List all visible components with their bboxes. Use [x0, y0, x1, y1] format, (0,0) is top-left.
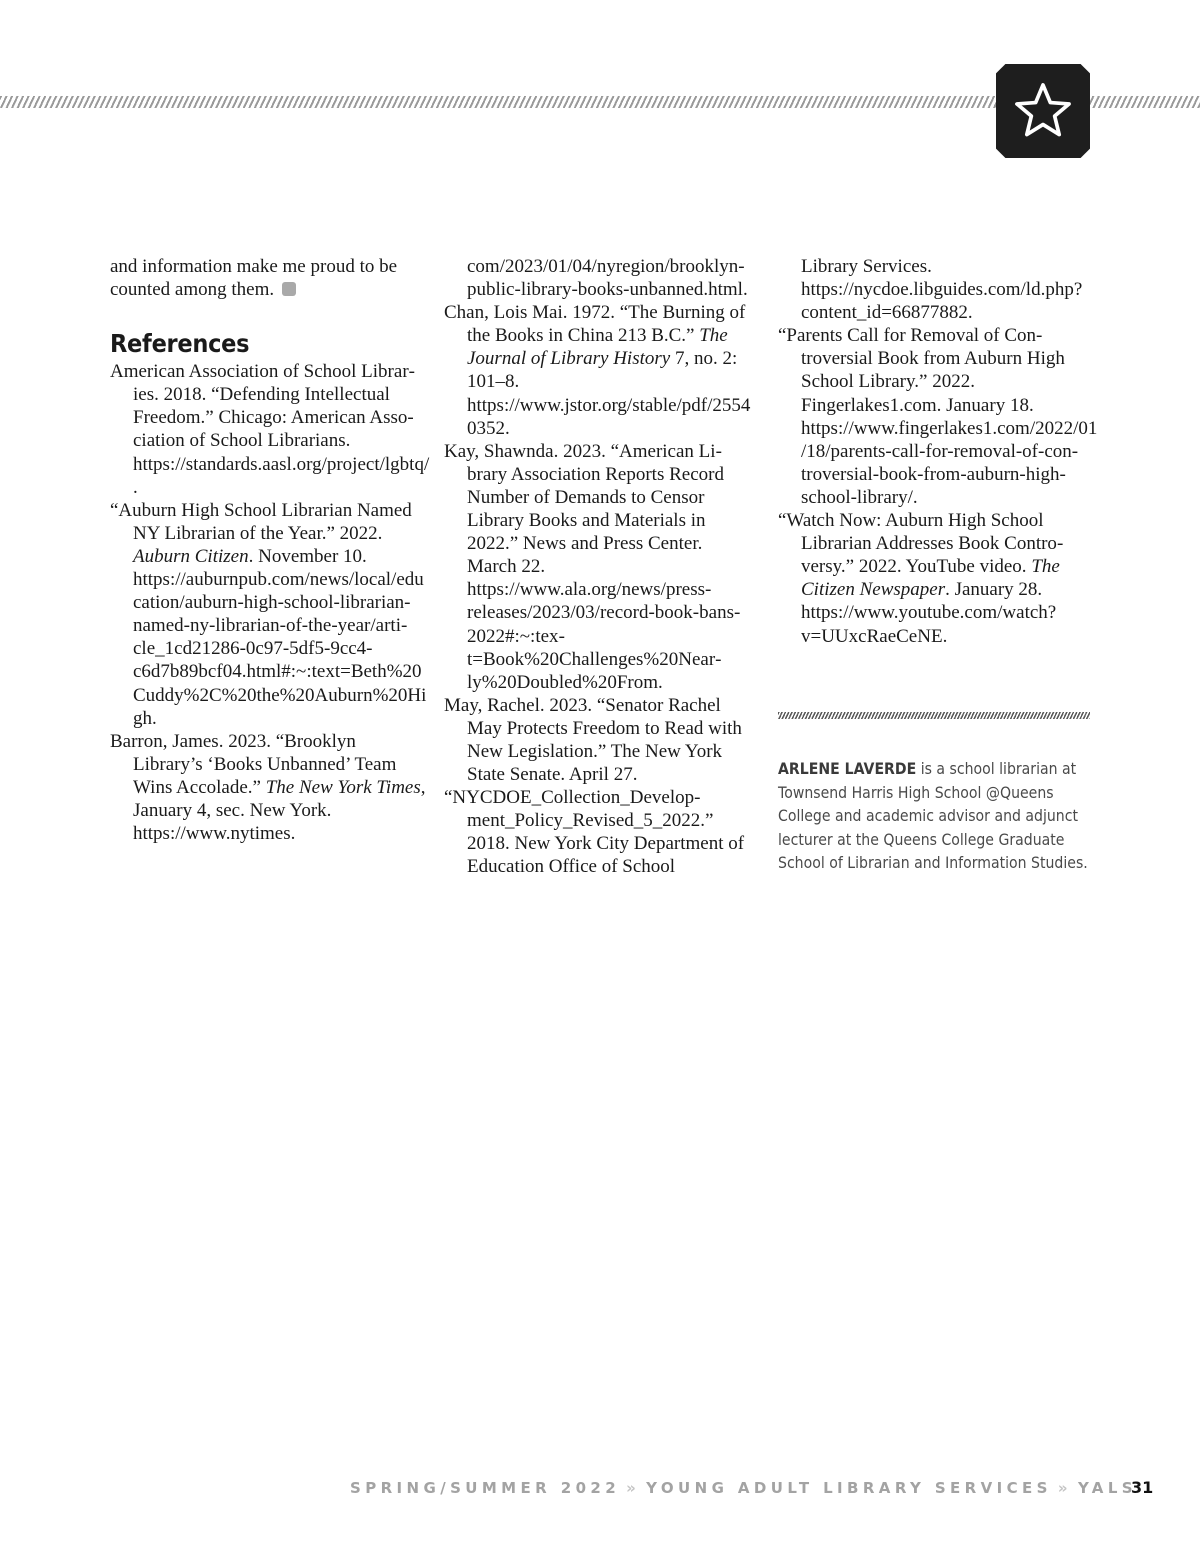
reference-entry [110, 360, 430, 499]
reference-text: “Watch Now: Auburn High School Librarian Addresses Book Controversy.” 2022. YouTube video. [778, 510, 1064, 578]
reference-text: com/2023/01/04/nyregion/brooklyn-public-library-books-unbanned.html. [467, 256, 748, 301]
reference-text: American Association of School Libraries. 2018. “Defending Intellectual Freedom.” Chicago: American Association of School Librarians. https://standards.aasl.org/project/lgbtq/. [110, 361, 430, 498]
reference-text: 7, no. 2: 101–8. https://www.jstor.org/stable/pdf/25540352. [467, 348, 751, 439]
footer-journal: YOUNG ADULT LIBRARY SERVICES [646, 1479, 1052, 1497]
references-heading: References [110, 329, 250, 359]
reference-entry [110, 730, 430, 845]
reference-entry [444, 694, 754, 786]
footer-separator: » [1057, 1479, 1072, 1497]
star-icon [1012, 80, 1074, 142]
reference-entry [778, 255, 1098, 324]
reference-text: Chan, Lois Mai. 1972. “The Burning of the Books in China 213 B.C.” [444, 302, 746, 347]
footer-separator: » [626, 1479, 641, 1497]
reference-entry [778, 509, 1098, 648]
bio-divider [778, 712, 1090, 719]
star-badge [996, 64, 1090, 158]
column-2 [444, 255, 754, 879]
end-mark-icon [282, 282, 296, 296]
reference-text: “Parents Call for Removal of Controversial Book from Auburn High School Library.” 2022. Fingerlakes1.com. January 18. https://www.fingerlakes1.com/2022/01/18/parents-call-for-removal-of-controversial-book-from-auburn-high-school-library/. [778, 325, 1098, 508]
reference-text: . January 28. https://www.youtube.com/watch?v=UUxcRaeCeNE. [801, 579, 1057, 647]
author-bio [778, 757, 1098, 875]
author-bio-text: is a school librarian at Townsend Harris High School @Queens College and academic advisor and adjunct lecturer at the Queens College Graduate School of Librarian and Information Studies. [778, 759, 1088, 872]
reference-list-col1 [110, 360, 430, 845]
reference-entry [444, 301, 754, 440]
intro-text: and information make me proud to be counted among them. [110, 256, 398, 301]
reference-entry [444, 786, 754, 878]
reference-list-col2 [444, 255, 754, 879]
reference-text: Library Services. https://nycdoe.libguides.com/ld.php?content_id=66877882. [801, 256, 1083, 324]
column-1 [110, 255, 430, 845]
reference-text: . November 10. https://auburnpub.com/news/local/education/auburn-high-school-librarian-named-ny-librarian-of-the-year/article_1cd21286-0c97-5df5-9cc4-c6d7b89bcf04.html#:~:text=Beth%20Cuddy%2C%20the%20Auburn%20High. [133, 545, 427, 729]
reference-text: Barron, James. 2023. “Brooklyn Library’s ‘Books Unbanned’ Team Wins Accolade.” [110, 730, 397, 798]
reference-text: , January 4, sec. New York. https://www.nytimes. [133, 776, 426, 845]
reference-entry [110, 499, 430, 730]
reference-entry [778, 324, 1098, 509]
reference-title-italic: The Citizen Newspaper [801, 556, 1060, 601]
reference-entry [444, 440, 754, 694]
author-name: ARLENE LAVERDE [778, 759, 917, 778]
intro-paragraph [110, 255, 430, 301]
footer-abbrev: YALS [1077, 1479, 1137, 1497]
reference-list-col3 [778, 255, 1098, 648]
reference-text: May, Rachel. 2023. “Senator Rachel May Protects Freedom to Read with New Legislation.” The New York State Senate. April 27. [444, 694, 742, 786]
reference-text: “NYCDOE_Collection_Development_Policy_Revised_5_2022.” 2018. New York City Department of Education Office of School [444, 787, 745, 878]
reference-text: “Auburn High School Librarian Named NY Librarian of the Year.” 2022. [110, 499, 412, 544]
page-number: 31 [1131, 1478, 1154, 1497]
reference-title-italic: Auburn Citizen [133, 545, 249, 567]
running-footer [350, 1479, 1137, 1497]
reference-entry [444, 255, 754, 301]
reference-text: Kay, Shawnda. 2023. “American Library Association Reports Record Number of Demands to Censor Library Books and Materials in 2022.” News and Press Center. March 22. https://www.ala.org/news/press-releases/2023/03/record-book-bans-2022#:~:text=Book%20Challenges%20Nearly%20Doubled%20From. [444, 440, 741, 693]
column-3 [778, 255, 1098, 648]
reference-title-italic: The New York Times [265, 776, 421, 798]
reference-title-italic: The Journal of Library History [467, 325, 728, 370]
footer-issue: SPRING/SUMMER 2022 [350, 1479, 621, 1497]
